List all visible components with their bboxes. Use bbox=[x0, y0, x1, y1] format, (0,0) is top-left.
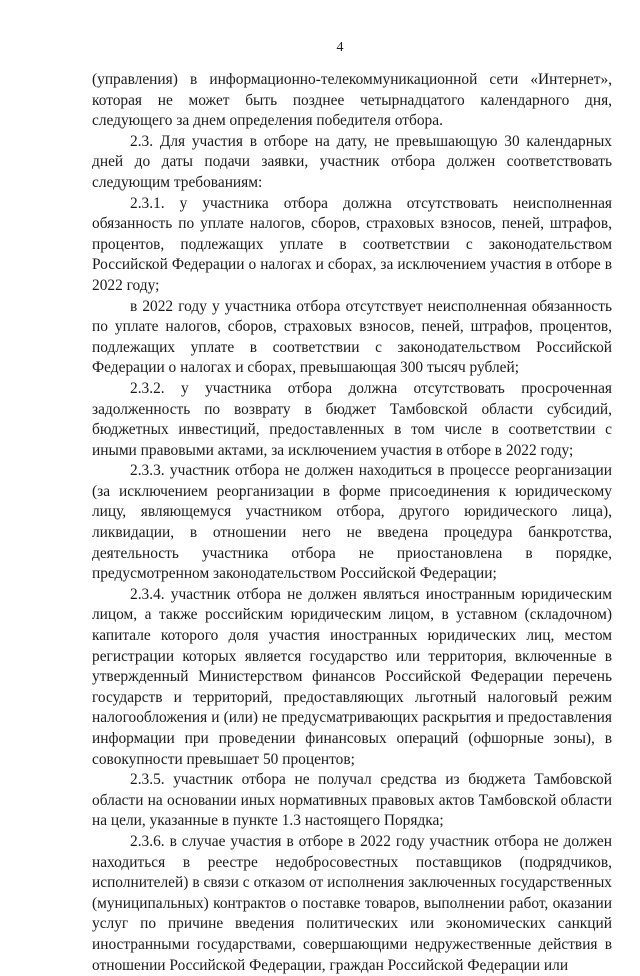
paragraph-2-3-3: 2.3.3. участник отбора не должен находиться в процессе реорганизации (за исключением реорганизации в форме присоединения к юридическому лицу, являющемуся участником отбора, другого юридического лица), ликвидации, в отношении него не введена процедура банкротства, деятельность участника отбора не приостановлена в порядке, предусмотренном законодательством Российской Федерации; bbox=[92, 462, 612, 583]
paragraph-continued: (управления) в информационно-телекоммуникационной сети «Интернет», которая не может быть позднее четырнадцатого календарного дня, следующего за днем определения победителя отбора. bbox=[92, 71, 612, 130]
paragraph-2-3: 2.3. Для участия в отборе на дату, не превышающую 30 календарных дней до даты подачи заявки, участник отбора должен соответствовать следующим требованиям: bbox=[92, 132, 612, 191]
document-body bbox=[92, 70, 612, 976]
paragraph-2-3-4: 2.3.4. участник отбора не должен являться иностранным юридическим лицом, а также российским юридическим лицом, в уставном (складочном) капитале которого доля участия иностранных юридических лиц, местом регистрации которых является государство или территория, включенные в утвержденный Министерством финансов Российской Федерации перечень государств и территорий, предоставляющих льготный налоговый режим налогообложения и (или) не предусматривающих раскрытия и предоставления информации при проведении финансовых операций (офшорные зоны), в совокупности превышает 50 процентов; bbox=[92, 585, 612, 768]
page-number: 4 bbox=[336, 40, 344, 55]
paragraph-2-3-5: 2.3.5. участник отбора не получал средства из бюджета Тамбовской области на основании иных нормативных правовых актов Тамбовской области на цели, указанные в пункте 1.3 настоящего Порядка; bbox=[92, 771, 612, 830]
paragraph-2-3-1: 2.3.1. у участника отбора должна отсутствовать неисполненная обязанность по уплате налогов, сборов, страховых взносов, пеней, штрафов, процентов, подлежащих уплате в соответствии с законодательством Российской Федерации о налогах и сборах, за исключением участия в отборе в 2022 году; bbox=[92, 194, 612, 294]
paragraph-2-3-6: 2.3.6. в случае участия в отборе в 2022 году участник отбора не должен находиться в реестре недобросовестных поставщиков (подрядчиков, исполнителей) в связи с отказом от исполнения заключенных государственных (муниципальных) контрактов о поставке товаров, выполнении работ, оказании услуг по причине введения политических или экономических санкций иностранными государствами, совершающими недружественные действия в отношении Российской Федерации, граждан Российской Федерации или bbox=[92, 832, 612, 974]
paragraph-2022-tax-limit: в 2022 году у участника отбора отсутствует неисполненная обязанность по уплате налогов, сборов, страховых взносов, пеней, штрафов, процентов, подлежащих уплате в соответствии с законодательством Российской Федерации о налогах и сборах, превышающая 300 тысяч рублей; bbox=[92, 297, 612, 377]
paragraph-2-3-2: 2.3.2. у участника отбора должна отсутствовать просроченная задолженность по возврату в бюджет Тамбовской области субсидий, бюджетных инвестиций, предоставленных в том числе в соответствии с иными правовыми актами, за исключением участия в отборе в 2022 году; bbox=[92, 379, 612, 459]
